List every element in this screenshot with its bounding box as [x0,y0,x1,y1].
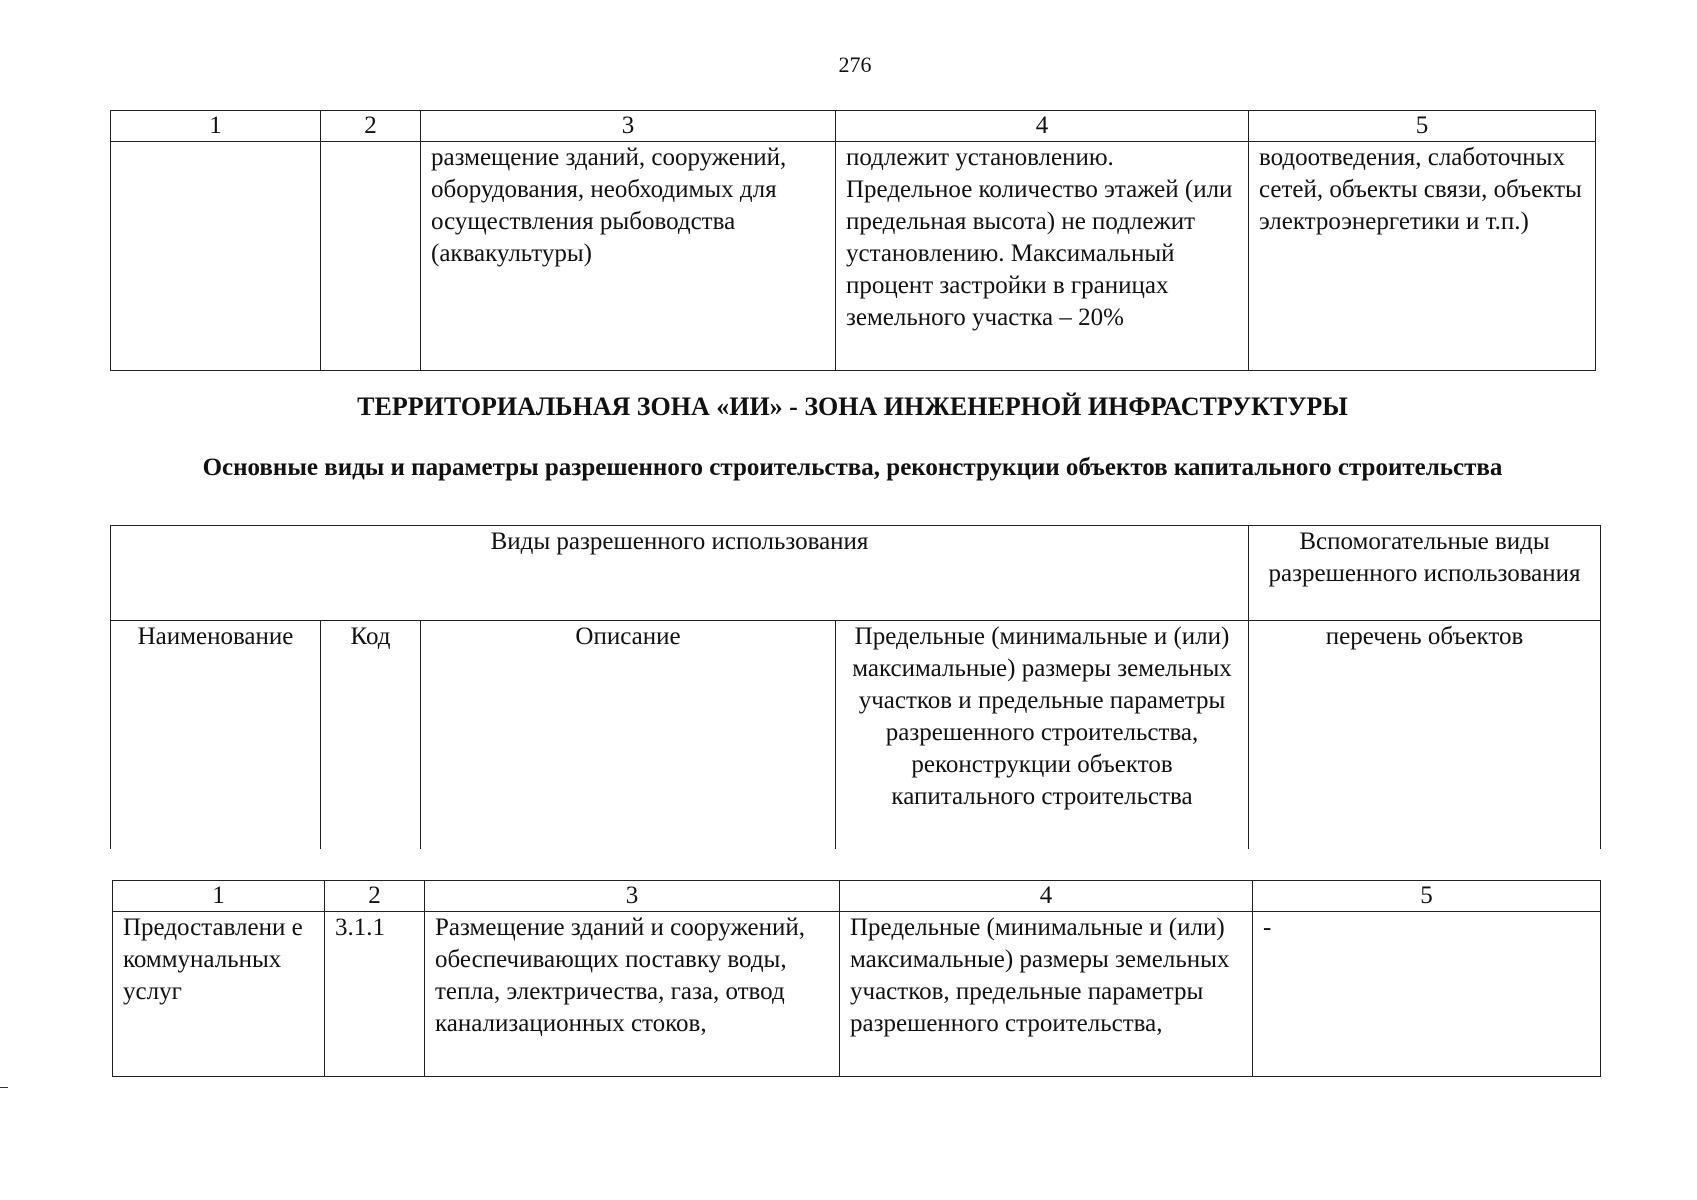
column-number: 5 [1253,881,1601,912]
table-row [113,912,1601,1077]
cell-description: Размещение зданий и сооружений, обеспечивающих поставку воды, тепла, электричества, газа, отвод канализационных стоков, [425,912,840,1077]
table-header-row [113,881,1601,912]
section-heading: Основные виды и параметры разрешенного строительства, реконструкции объектов капитального строительства [202,454,1503,481]
cell-name [111,142,321,371]
code-column-heading: Код [321,621,421,850]
column-number: 2 [325,881,425,912]
cell-description: размещение зданий, сооружений, оборудования, необходимых для осуществления рыбоводства (аквакультуры) [421,142,836,371]
main-uses-heading: Виды разрешенного использования [111,526,1249,621]
page-number: 276 [838,52,872,77]
table-header-row [111,111,1596,142]
table-continuation [110,110,1596,371]
aux-uses-heading: Вспомогательные виды разрешенного использования [1249,526,1601,621]
zone-title: ТЕРРИТОРИАЛЬНАЯ ЗОНА «ИИ» - ЗОНА ИНЖЕНЕРНОЙ ИНФРАСТРУКТУРЫ [357,392,1348,421]
table-row [111,142,1596,371]
table-zone-ii [112,880,1601,1077]
column-number: 5 [1249,111,1596,142]
cell-code [321,142,421,371]
cell-aux-list: водоотведения, слаботочных сетей, объекты связи, объекты электроэнергетики и т.п.) [1249,142,1596,371]
column-header-row [111,621,1601,850]
column-number: 2 [321,111,421,142]
cell-code: 3.1.1 [325,912,425,1077]
table-header-block [110,525,1601,849]
cell-limits: Предельные (минимальные и (или) максимальные) размеры земельных участков, предельные параметры разрешенного строительства, [840,912,1253,1077]
cell-limits: подлежит установлению. Предельное количество этажей (или предельная высота) не подлежит установлению. Максимальный процент застройки в границах земельного участка – 20% [836,142,1249,371]
column-number: 4 [840,881,1253,912]
description-column-heading: Описание [421,621,836,850]
group-header-row [111,526,1601,621]
limits-column-heading: Предельные (минимальные и (или) максимальные) размеры земельных участков и предельные параметры разрешенного строительства, реконструкции объектов капитального строительства [836,621,1249,850]
cell-name: Предоставлени е коммунальных услуг [113,912,325,1077]
name-column-heading: Наименование [111,621,321,850]
column-number: 1 [111,111,321,142]
aux-list-column-heading: перечень объектов [1249,621,1601,850]
column-number: 3 [421,111,836,142]
column-number: 3 [425,881,840,912]
column-number: 4 [836,111,1249,142]
cell-aux-list: - [1253,912,1601,1077]
margin-mark [0,1087,8,1088]
column-number: 1 [113,881,325,912]
